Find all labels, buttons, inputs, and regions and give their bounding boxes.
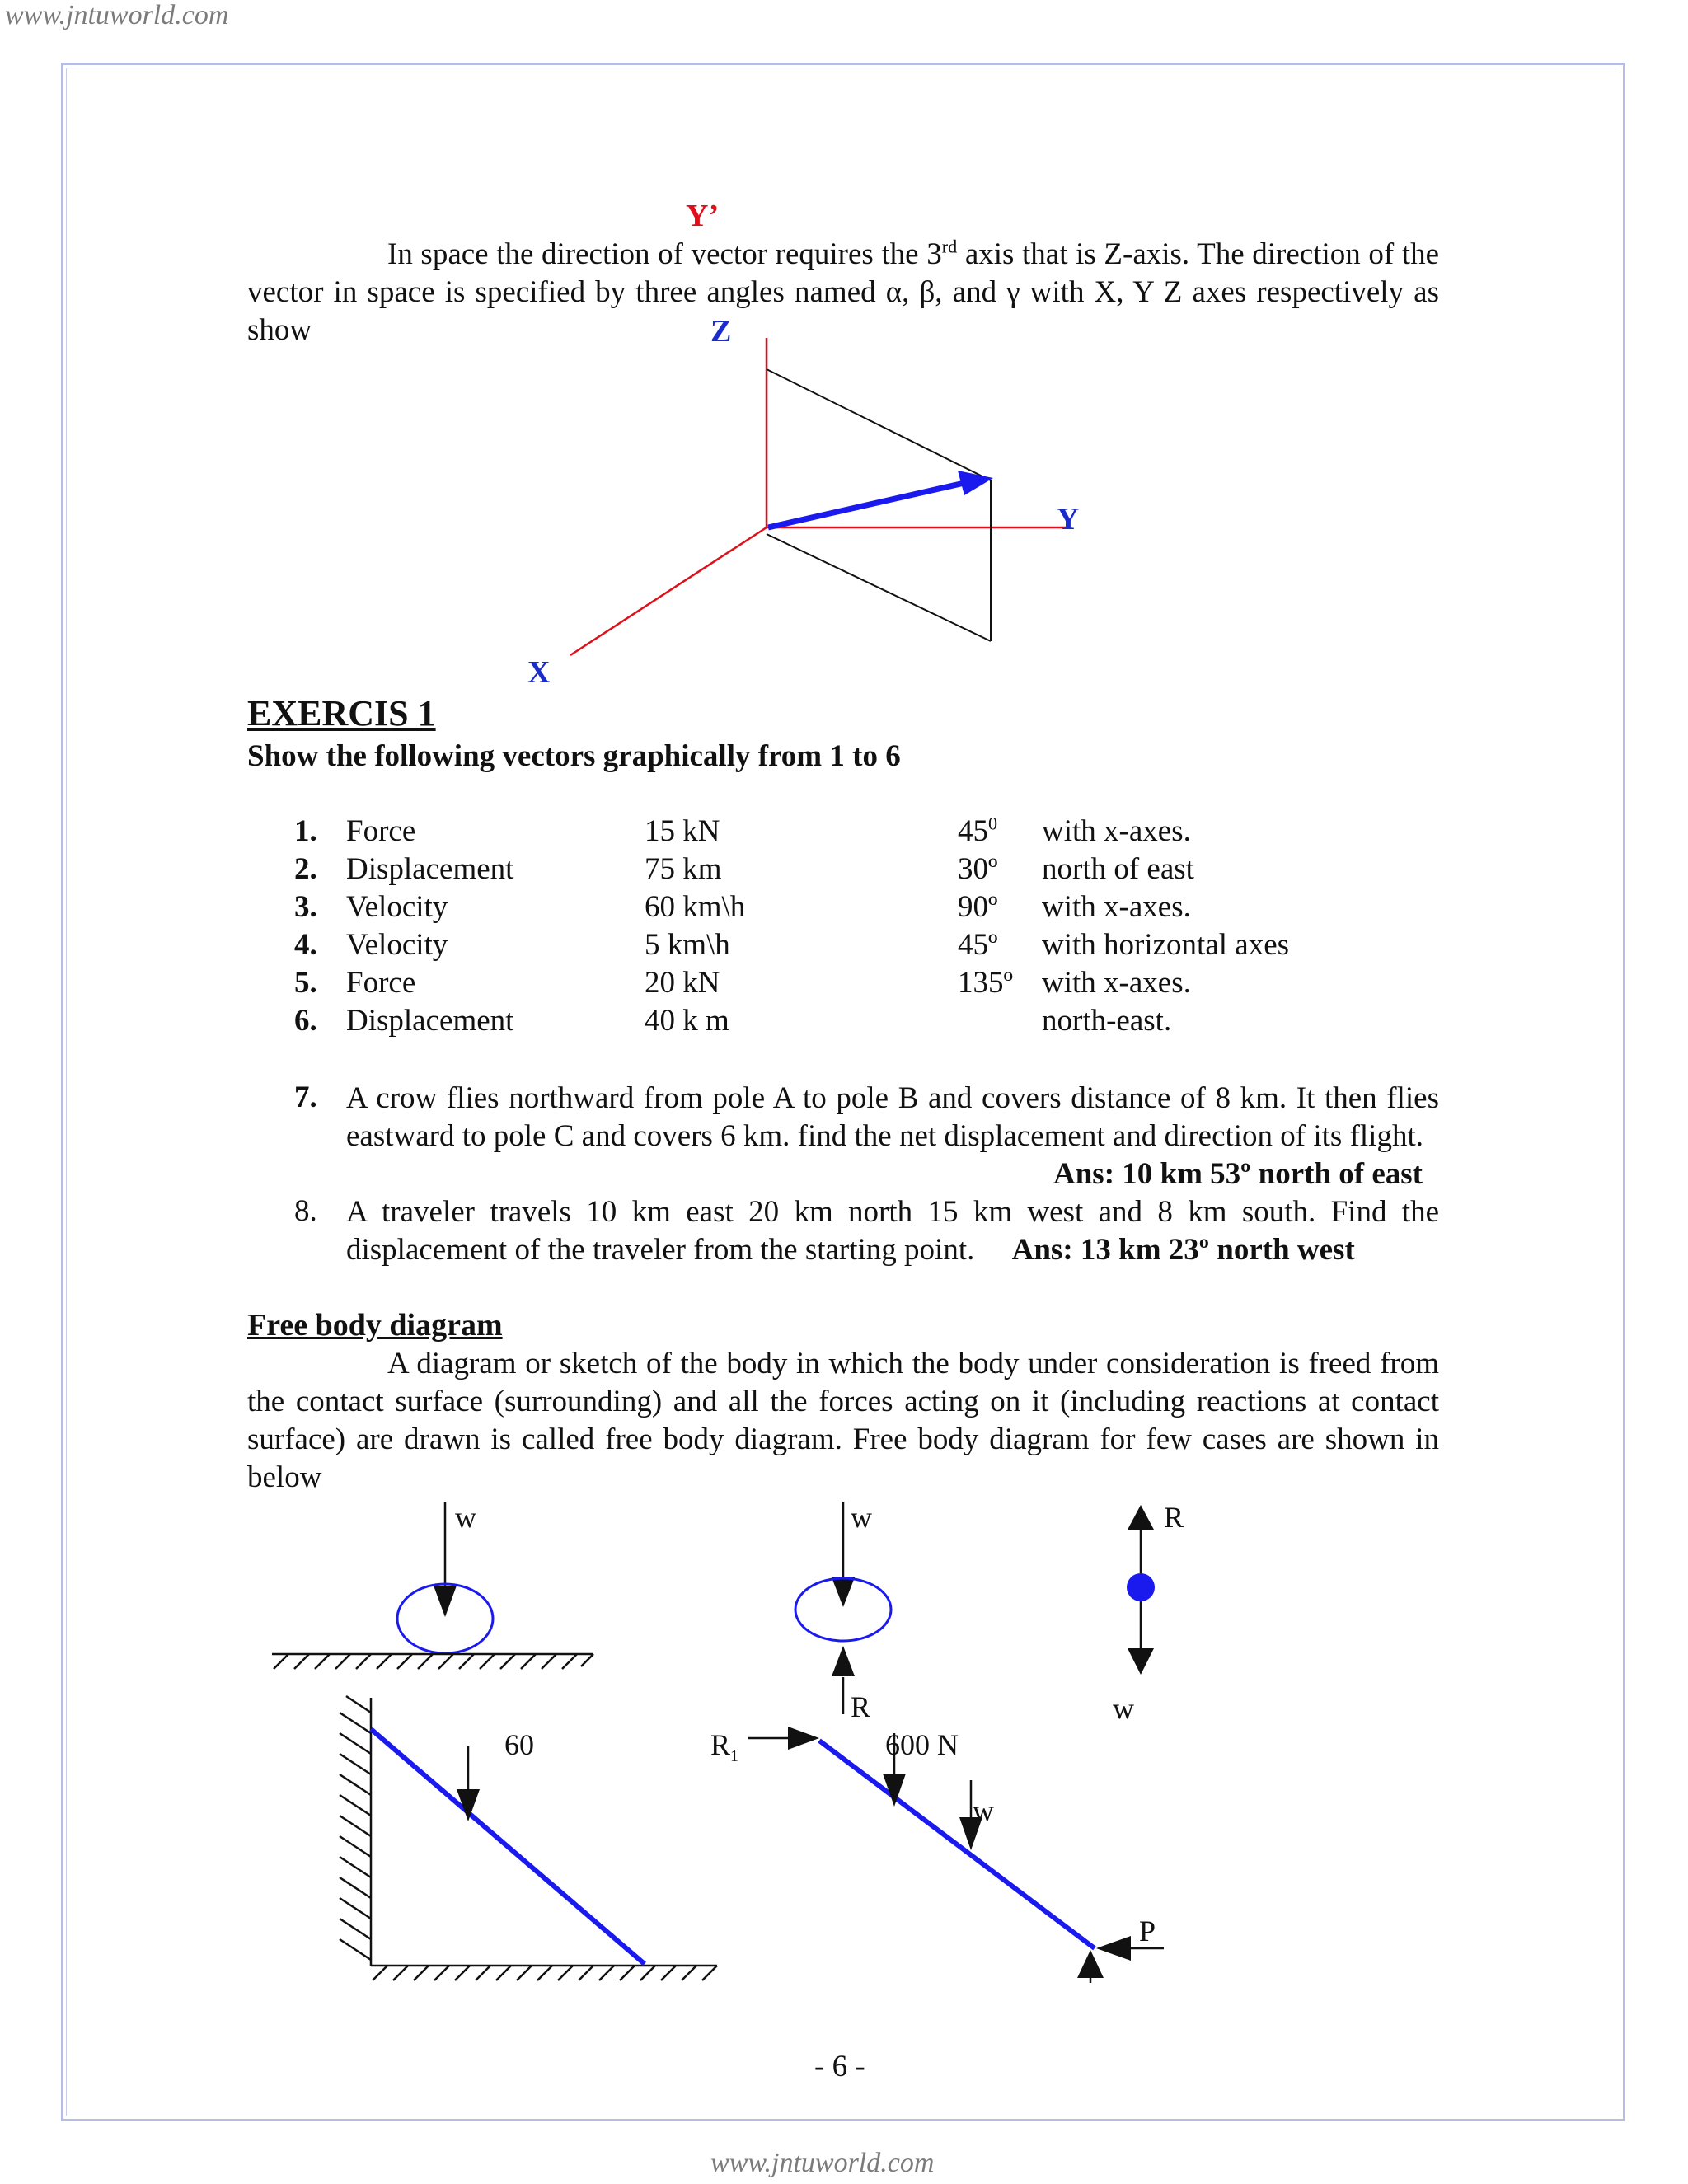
- load-label-600n: 600 N: [885, 1728, 959, 1761]
- weight-label-point: w: [1113, 1692, 1134, 1725]
- r1-arrowhead: [788, 1727, 819, 1750]
- problem-7: A crow flies northward from pole A to pole B and covers distance of 8 km. It then flies eastward to pole C and covers 6 km. find the net displacement and direction of its flight. Ans: 10 km 53º north of east: [346, 1080, 1439, 1193]
- reaction-label-point: R: [1164, 1501, 1184, 1534]
- y-axis-label: Y: [1057, 502, 1080, 537]
- y-prime-label: Y’: [686, 199, 720, 233]
- ground-hatching: [274, 1654, 593, 1669]
- ball-free-body-diagram: [795, 1502, 891, 1714]
- z-axis-label: Z: [710, 314, 732, 349]
- page-number: - 6 -: [814, 2050, 865, 2083]
- fbd-paragraph: A diagram or sketch of the body in which the body under consideration is freed from the contact surface (surrounding) and all the forces acting on it (including reactions at contact surface) are drawn is called free body diagram. Free body diagram for few cases are shown in below: [247, 1347, 1439, 1494]
- floor-hatching: [373, 1966, 717, 1980]
- intro-paragraph: In space the direction of vector requires the 3rd axis that is Z-axis. The direction of the vector in space is specified by three angles named α, β, and γ with X, Y Z axes respectively as show: [247, 236, 1439, 347]
- wall-hatching: [340, 1696, 371, 1960]
- weight-label-ladder: w: [973, 1794, 994, 1827]
- point-free-body-diagram: [1127, 1505, 1155, 1675]
- load-label-60: 60: [504, 1728, 534, 1761]
- problem-8: A traveler travels 10 km east 20 km north 15 km west and 8 km south. Find the displacement of the traveler from the starting point. Ans: 13 km 23º north west: [346, 1195, 1439, 1267]
- fbd-heading: Free body diagram: [247, 1308, 503, 1343]
- ladder-free-body-diagram: [748, 1727, 1164, 1983]
- ladder-beam-fbd: [819, 1741, 1095, 1948]
- ladder-beam: [371, 1729, 645, 1964]
- exercise-subheading: Show the following vectors graphically from 1 to 6: [247, 739, 901, 773]
- r1-label: $R_1$: [710, 1728, 738, 1766]
- problem-7-number: 7.: [294, 1080, 317, 1114]
- ball-on-ground-diagram: [272, 1502, 593, 1669]
- problem-8-answer: Ans: 13 km 23º north west: [1011, 1233, 1355, 1267]
- exercise-heading: EXERCIS 1: [247, 693, 436, 733]
- reaction-arrowhead: [1077, 1950, 1104, 1978]
- watermark-bottom: www.jntuworld.com: [710, 2148, 935, 2178]
- p-label: P: [1139, 1915, 1156, 1947]
- reaction-label-ball: R: [851, 1690, 871, 1723]
- p-arrowhead: [1096, 1936, 1131, 1961]
- weight-arrowhead: [434, 1586, 457, 1617]
- weight-label-ball: w: [455, 1501, 476, 1534]
- x-axis-label: X: [528, 655, 551, 690]
- watermark-top: www.jntuworld.com: [5, 0, 229, 30]
- problem-7-answer: Ans: 10 km 53º north of east: [1053, 1157, 1423, 1191]
- weight-label-fbd: w: [851, 1501, 872, 1534]
- problem-8-number: 8.: [294, 1194, 317, 1228]
